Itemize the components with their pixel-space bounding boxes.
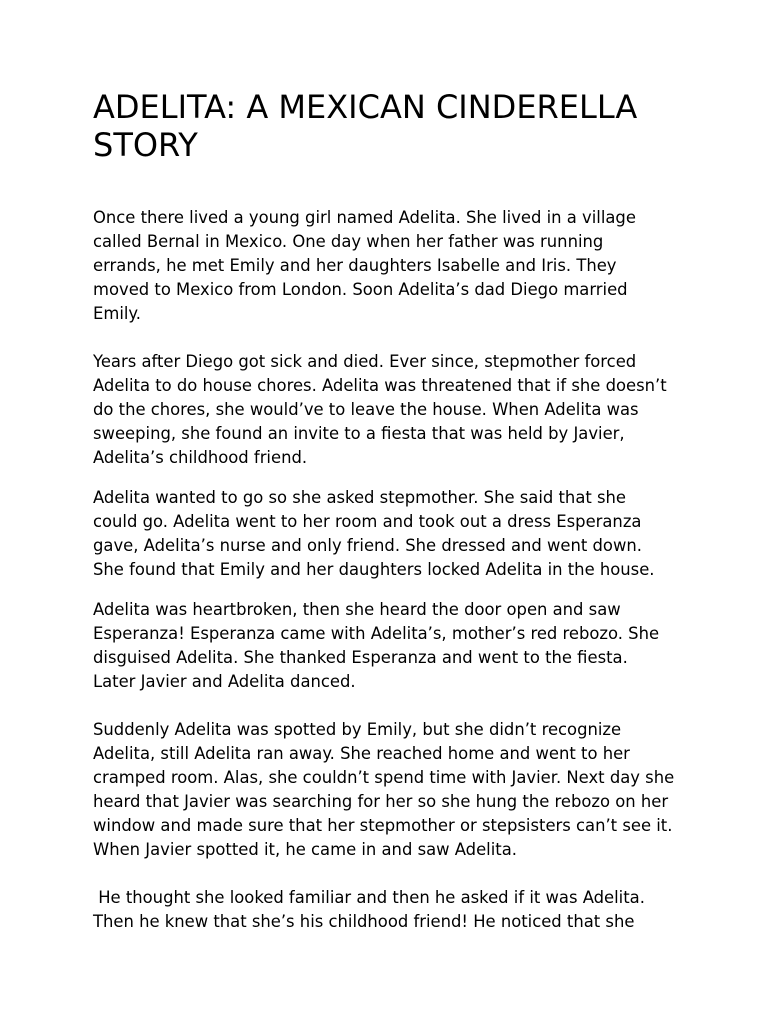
paragraph-1: Once there lived a young girl named Adelita. She lived in a village called Bernal in Mexico. One day when her father was running errands, he met Emily and her daughters Isabelle and Iris. They moved to Mexico from London. Soon Adelita’s dad Diego married Emily. <box>93 208 642 323</box>
paragraph-4: Adelita was heartbroken, then she heard the door open and saw Esperanza! Esperanza came with Adelita’s, mother’s red rebozo. She disguised Adelita. She thanked Esperanza and went to the fiesta. Later Javier and Adelita danced. <box>93 600 665 691</box>
document-body <box>93 206 680 934</box>
paragraph-5: Suddenly Adelita was spotted by Emily, but she didn’t recognize Adelita, still Adelita ran away. She reached home and went to her cramped room. Alas, she couldn’t spend time with Javier. Next day she heard that Javier was searching for her so she hung the rebozo on her window and made sure that her stepmother or stepsisters can’t see it. When Javier spotted it, he came in and saw Adelita. <box>93 720 680 859</box>
paragraph-2: Years after Diego got sick and died. Ever since, stepmother forced Adelita to do house chores. Adelita was threatened that if she doesn’t do the chores, she would’ve to leave the house. When Adelita was sweeping, she found an invite to a fiesta that was held by Javier, Adelita’s childhood friend. <box>93 352 672 467</box>
paragraph-6: He thought she looked familiar and then he asked if it was Adelita. Then he knew that she’s his childhood friend! He noticed that she <box>93 888 651 931</box>
paragraph-3: Adelita wanted to go so she asked stepmother. She said that she could go. Adelita went to her room and took out a dress Esperanza gave, Adelita’s nurse and only friend. She dressed and went down. She found that Emily and her daughters locked Adelita in the house. <box>93 488 655 579</box>
document-title: ADELITA: A MEXICAN CINDERELLA STORY <box>93 88 638 164</box>
